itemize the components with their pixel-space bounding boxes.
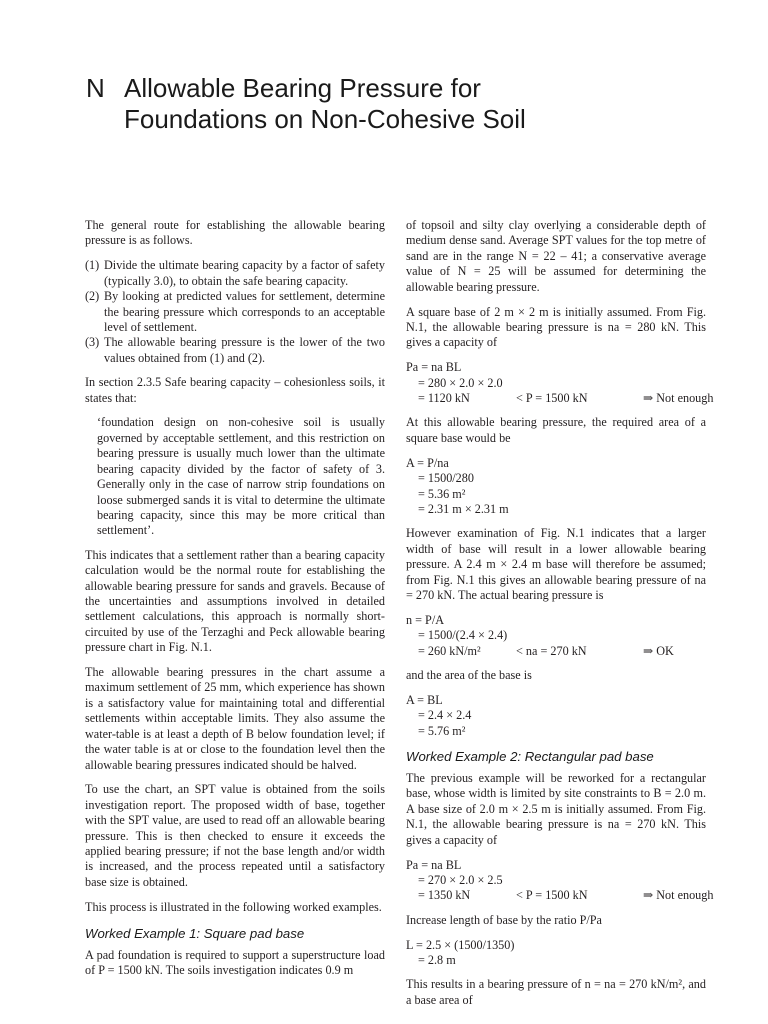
- equation-result: ⇒ Not enough: [643, 391, 714, 406]
- equation-result: [643, 613, 706, 628]
- equation-result: [655, 628, 706, 643]
- equation-compare: [528, 376, 655, 391]
- equation-compare: [528, 628, 655, 643]
- paragraph: and the area of the base is: [406, 668, 532, 682]
- equation-line: [406, 858, 706, 873]
- equation-line: [406, 888, 714, 903]
- equation-compare: < na = 270 kN: [516, 643, 587, 658]
- equation-term: = 1500/(2.4 × 2.4): [418, 628, 508, 643]
- paragraph: To use the chart, an SPT value is obtained from the soils investigation report. The proposed width of base, together with the SPT value, are used to read off an allowable bearing pressure. This is then checked to ensure it exceeds the applied bearing pressure; if not the base length and/or width is increased, and the process repeated until a satisfactory base size is obtained.: [85, 782, 385, 889]
- list-text: Divide the ultimate bearing capacity by a factor of safety (typically 3.0), to obtain the safe bearing capacity.: [104, 258, 385, 288]
- section-heading: Worked Example 1: Square pad base: [85, 925, 305, 941]
- paragraph: This results in a bearing pressure of n = na = 270 kN/m², and a base area of: [406, 977, 706, 1007]
- block-quote: ‘foundation design on non-cohesive soil is usually governed by acceptable settlement, and this restriction on bearing pressure is usually much lower than the ultimate bearing capacity divided by the factor of safety of 3. Generally only in the case of narrow strip foundations on loose submerged sands it is vital to determine the ultimate bearing capacity, since this may be more critical than settlement’.: [97, 415, 385, 538]
- title-line-1: [86, 73, 726, 104]
- equation-block: [406, 857, 714, 904]
- equation-result: [655, 376, 706, 391]
- equation-term: A = P/na: [406, 455, 449, 470]
- list-text: The allowable bearing pressure is the lower of the two values obtained from (1) and (2).: [104, 335, 385, 365]
- list-item: [85, 258, 385, 289]
- equation-line: [406, 724, 706, 739]
- paragraph: This indicates that a settlement rather than a bearing capacity calculation would be the normal route for establishing the allowable bearing pressure for sands and gravels. Because of the uncertainties and assumptions involved in detailed settlement calculations, this approach is normally short-circuited by use of the Terzaghi and Peck allowable bearing pressure chart in Fig. N.1.: [85, 547, 385, 655]
- equation-term: Pa = na BL: [406, 360, 462, 375]
- equation-block: [406, 456, 706, 518]
- right-column: [406, 218, 714, 1018]
- section-reference: In section 2.3.5 Safe bearing capacity – cohesionless soils, it states that:: [85, 375, 385, 405]
- left-column: [85, 218, 385, 988]
- equation-result: [643, 360, 706, 375]
- equation-line: [406, 708, 706, 723]
- paragraph: of topsoil and silty clay overlying a considerable depth of medium dense sand. Average SPT values for the top metre of sand are in the range N = 22 – 41; a conservative average value of N = 25 will be assumed for determining the allowable bearing pressure.: [406, 218, 706, 294]
- paragraph: A square base of 2 m × 2 m is initially assumed. From Fig. N.1, the allowable bearing pressure is na = 280 kN. This gives a capacity of: [406, 304, 706, 350]
- equation-line: [406, 471, 706, 486]
- equation-line: [406, 644, 706, 659]
- list-item: [85, 289, 385, 335]
- section-heading: Worked Example 2: Rectangular pad base: [406, 749, 654, 765]
- procedure-list: [85, 258, 385, 366]
- equation-compare: < P = 1500 kN: [516, 888, 588, 903]
- intro-paragraph: The general route for establishing the allowable bearing pressure is as follows.: [85, 218, 385, 248]
- equation-line: [406, 487, 706, 502]
- paragraph: The allowable bearing pressures in the chart assume a maximum settlement of 25 mm, which experience has shown is a satisfactory value for maintaining total and differential settlements within acceptable limits. They also assume the water-table is at least a depth of B below foundation level; if the water table is at or close to the foundation level then the allowable bearing pressures indicated should be halved.: [85, 665, 385, 772]
- equation-result: ⇒ Not enough: [643, 888, 714, 903]
- list-item: [85, 335, 385, 366]
- equation-line: [406, 456, 706, 471]
- equation-term: = 2.8 m: [418, 953, 456, 968]
- equation-term: = 5.76 m²: [418, 723, 466, 738]
- page-title: [86, 73, 726, 135]
- equation-line: [406, 938, 706, 953]
- equation-term: = 1500/280: [418, 471, 474, 486]
- equation-term: L = 2.5 × (1500/1350): [406, 937, 515, 952]
- paragraph: A pad foundation is required to support a superstructure load of P = 1500 kN. The soils investigation indicates 0.9 m: [85, 947, 385, 978]
- equation-line: [406, 628, 706, 643]
- equation-term: A = BL: [406, 692, 443, 707]
- equation-term: = 1120 kN: [418, 391, 470, 406]
- equation-compare: < P = 1500 kN: [516, 391, 588, 406]
- equation-term: = 270 × 2.0 × 2.5: [418, 873, 503, 887]
- equation-term: = 2.31 m × 2.31 m: [418, 501, 509, 516]
- equation-term: n = P/A: [406, 612, 445, 627]
- equation-line: [406, 613, 706, 628]
- paragraph: This process is illustrated in the following worked examples.: [85, 899, 382, 914]
- equation-result: [643, 858, 706, 873]
- paragraph: At this allowable bearing pressure, the required area of a square base would be: [406, 415, 706, 445]
- paragraph: However examination of Fig. N.1 indicates that a larger width of base will result in a lower allowable bearing pressure. A 2.4 m × 2.4 m base will therefore be assumed; from Fig. N.1 this gives an allowable bearing pressure of na = 270 kN. The actual bearing pressure is: [406, 526, 706, 602]
- equation-block: [406, 360, 714, 406]
- list-number: (3): [85, 335, 100, 350]
- paragraph: Increase length of base by the ratio P/Pa: [406, 912, 602, 927]
- equation-term: = 2.4 × 2.4: [418, 708, 472, 723]
- equation-line: [406, 873, 706, 888]
- equation-term: = 1350 kN: [418, 888, 471, 903]
- equation-compare: [528, 873, 655, 888]
- equation-compare: [516, 858, 643, 873]
- equation-term: = 5.36 m²: [418, 486, 466, 501]
- equation-line: [406, 391, 714, 406]
- equation-compare: [516, 613, 643, 628]
- equation-term: Pa = na BL: [406, 857, 462, 872]
- equation-block: [406, 938, 706, 969]
- title-text-1: Allowable Bearing Pressure for: [124, 73, 481, 103]
- equation-line: [406, 693, 706, 708]
- equation-line: [406, 502, 706, 517]
- equation-term: = 280 × 2.0 × 2.0: [418, 375, 503, 390]
- title-line-2: Foundations on Non-Cohesive Soil: [124, 104, 526, 134]
- equation-line: [406, 376, 706, 391]
- list-text: By looking at predicted values for settlement, determine the bearing pressure which corresponds to an acceptable level of settlement.: [104, 289, 385, 334]
- list-number: (2): [85, 289, 100, 304]
- list-number: (1): [85, 258, 100, 273]
- equation-term: = 260 kN/m²: [418, 643, 481, 658]
- appendix-letter: N: [86, 73, 105, 103]
- paragraph: The previous example will be reworked for a rectangular base, whose width is limited by site constraints to B = 2.0 m. A base size of 2.0 m × 2.5 m is initially assumed. From Fig. N.1, the allowable bearing pressure is na = 270 kN. This gives a capacity of: [406, 771, 706, 847]
- equation-block: [406, 613, 706, 659]
- equation-result: ⇒ OK: [643, 643, 674, 658]
- equation-line: [406, 953, 706, 968]
- equation-result: [655, 873, 706, 888]
- equation-block: [406, 693, 706, 739]
- equation-compare: [516, 360, 643, 375]
- equation-line: [406, 360, 706, 375]
